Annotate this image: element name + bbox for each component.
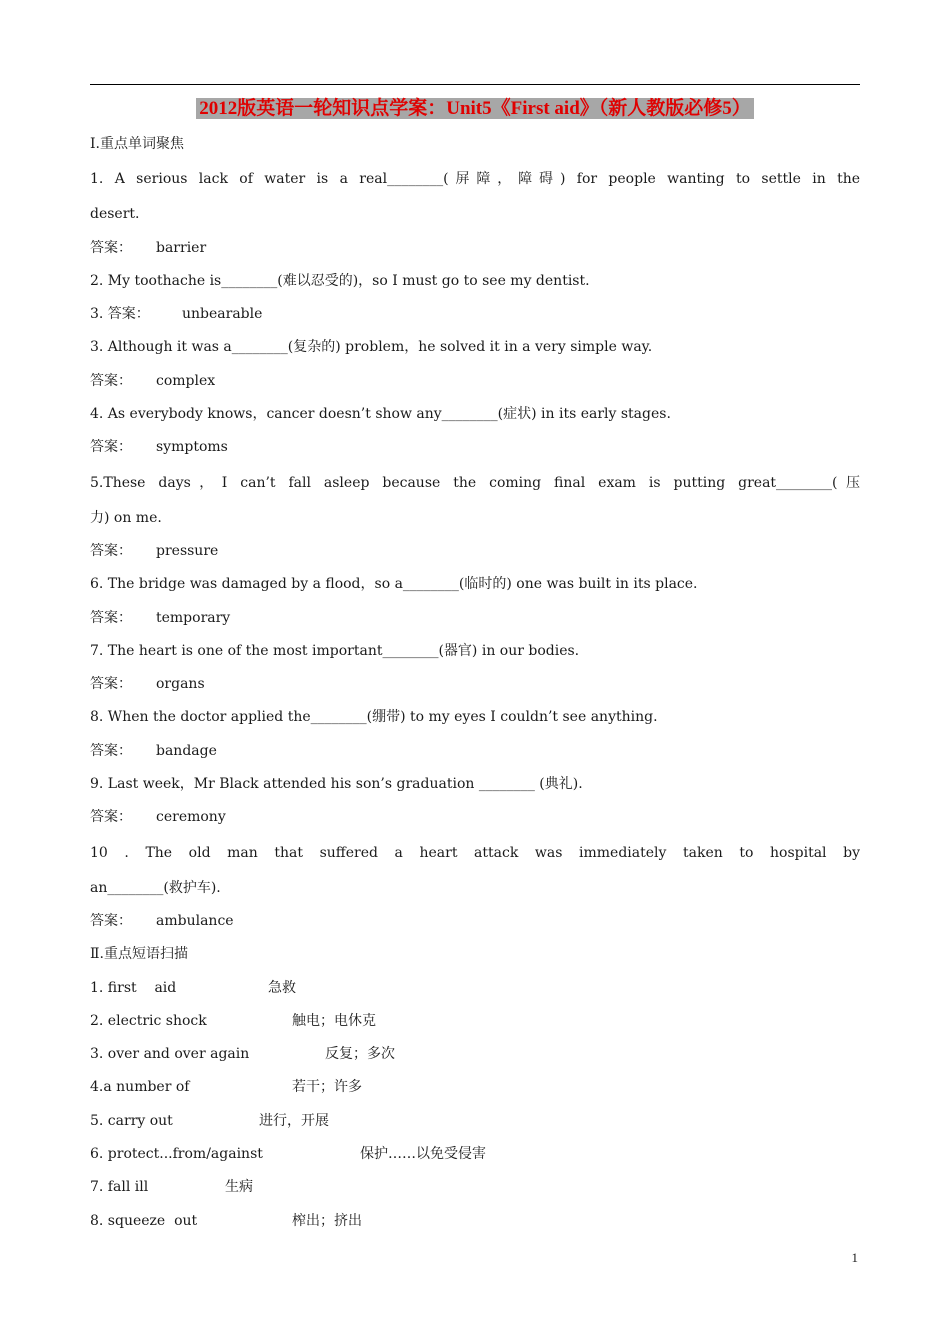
answer-6: 答案： temporary <box>90 609 231 626</box>
phrase-chinese: 保护……以免受侵害 <box>360 1146 486 1163</box>
question-10-line-2: an________(救护车). <box>90 879 221 896</box>
section-heading-phrases: Ⅱ.重点短语扫描 <box>90 946 188 963</box>
question-9: 9. Last week，Mr Black attended his son’s graduation ________ (典礼). <box>90 776 583 793</box>
phrase-item <box>90 1205 860 1238</box>
answer-4: 答案： symptoms <box>90 439 228 456</box>
phrase-english: 4.a number of <box>90 1079 190 1096</box>
question-4: 4. As everybody knows，cancer doesn’t show any________(症状) in its early stages. <box>90 406 671 423</box>
phrase-chinese: 生病 <box>225 1179 253 1196</box>
phrase-chinese: 触电；电休克 <box>292 1012 376 1029</box>
page-number: 1 <box>851 1250 858 1265</box>
question-7: 7. The heart is one of the most important________(器官) in our bodies. <box>90 642 580 659</box>
phrase-english: 8. squeeze out <box>90 1212 198 1229</box>
phrase-english: 5. carry out <box>90 1112 173 1129</box>
phrase-item <box>90 1005 860 1038</box>
phrase-item <box>90 972 860 1005</box>
phrase-chinese: 急救 <box>268 979 296 996</box>
question-1-line-1: 1. A serious lack of water is a real________(屏障，障碍) for people wanting to settle in the <box>90 171 860 188</box>
document-title: 2012版英语一轮知识点学案：Unit5《First aid》（新人教版必修5） <box>90 96 860 122</box>
section-heading-words: Ⅰ.重点单词聚焦 <box>90 136 184 152</box>
phrase-list <box>90 972 860 1238</box>
question-3: 3. Although it was a________(复杂的) problem，he solved it in a very simple way. <box>90 339 653 356</box>
answer-9: 答案： ceremony <box>90 809 226 826</box>
phrase-item <box>90 1071 860 1104</box>
phrase-item <box>90 1105 860 1138</box>
phrase-chinese: 若干；许多 <box>292 1079 362 1096</box>
question-10-line-1: 10 . The old man that suffered a heart attack was immediately taken to hospital by <box>90 844 860 861</box>
phrase-chinese: 反复；多次 <box>325 1046 395 1063</box>
header-rule <box>90 84 860 85</box>
question-5-line-2: 力) on me. <box>90 509 162 526</box>
phrase-chinese: 进行，开展 <box>259 1112 329 1129</box>
phrase-chinese: 榨出；挤出 <box>292 1212 362 1229</box>
answer-7: 答案： organs <box>90 676 205 693</box>
phrase-item <box>90 1138 860 1171</box>
answer-1: 答案： barrier <box>90 239 207 256</box>
question-6: 6. The bridge was damaged by a flood，so a________(临时的) one was built in its place. <box>90 576 698 593</box>
answer-10: 答案： ambulance <box>90 912 234 929</box>
question-1-line-2: desert. <box>90 206 140 223</box>
answer-5: 答案： pressure <box>90 542 219 559</box>
question-2: 2. My toothache is________(难以忍受的)，so I must go to see my dentist. <box>90 272 590 289</box>
phrase-english: 1. first aid <box>90 979 177 996</box>
answer-2: 3. 答案： unbearable <box>90 306 263 323</box>
phrase-item <box>90 1171 860 1204</box>
answer-3: 答案： complex <box>90 372 216 389</box>
document-body <box>90 128 860 1238</box>
question-5-line-1: 5.These days，I can’t fall asleep because the coming final exam is putting great________(压 <box>90 474 860 491</box>
phrase-english: 6. protect...from/against <box>90 1146 263 1163</box>
phrase-item <box>90 1038 860 1071</box>
phrase-english: 7. fall ill <box>90 1179 149 1196</box>
question-8: 8. When the doctor applied the________(绷带) to my eyes I couldn’t see anything. <box>90 709 658 726</box>
phrase-english: 2. electric shock <box>90 1012 207 1029</box>
answer-8: 答案： bandage <box>90 742 217 759</box>
phrase-english: 3. over and over again <box>90 1046 250 1063</box>
